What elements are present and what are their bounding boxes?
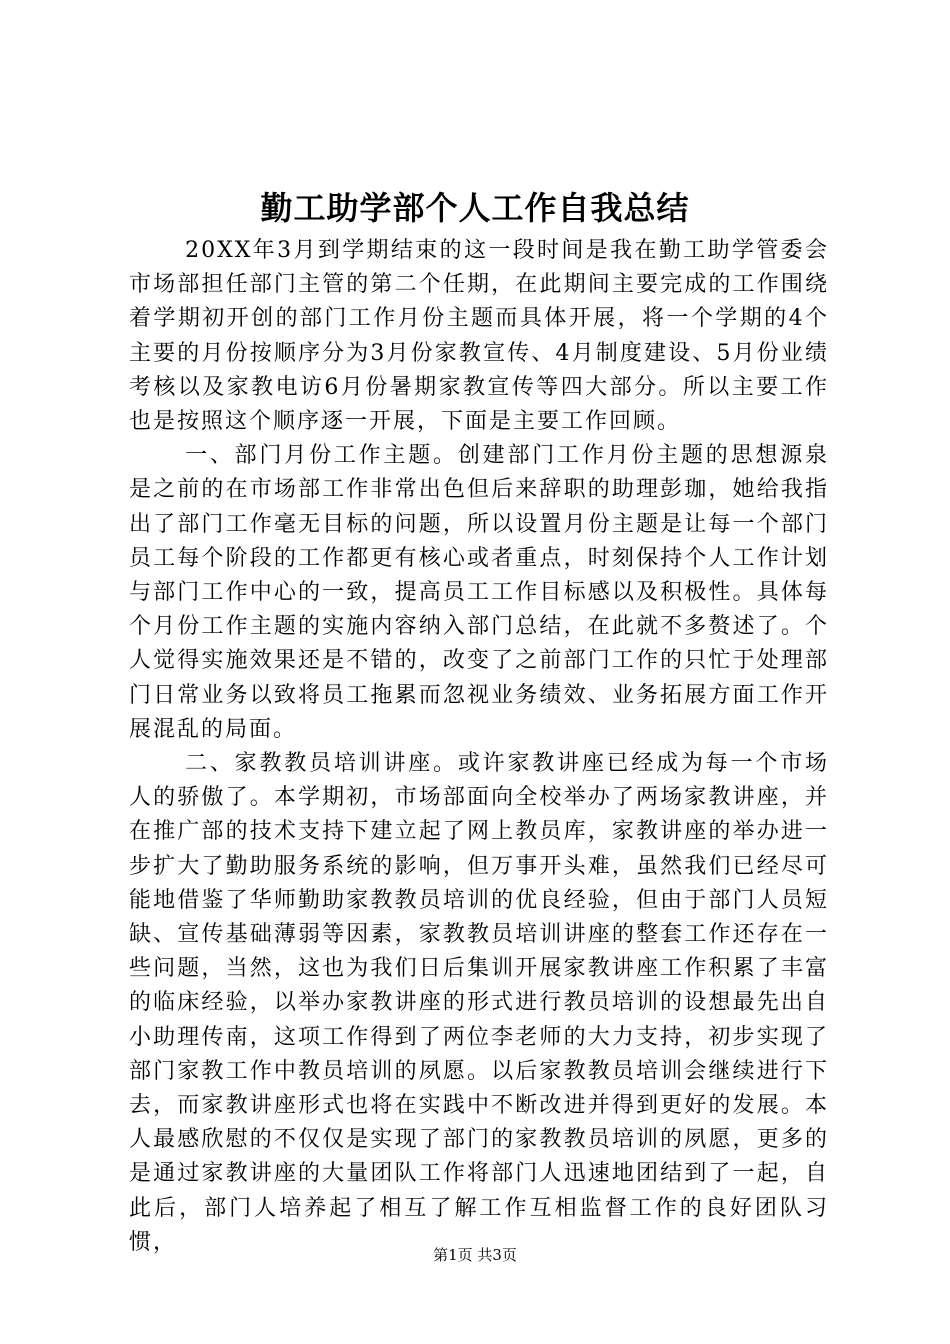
page-number-footer: 第1页 共3页: [433, 1246, 517, 1264]
paragraph-section-1: 一、部门月份工作主题。创建部门工作月份主题的思想源泉是之前的在市场部工作非常出色但后来辞职的助理彭珈，她给我指出了部门工作毫无目标的问题，所以设置月份主题是让每一个部门员工每个阶段的工作都更有核心或者重点，时刻保持个人工作计划与部门工作中心的一致，提高员工工作目标感以及积极性。具体每个月份工作主题的实施内容纳入部门总结，在此就不多赘述了。个人觉得实施效果还是不错的，改变了之前部门工作的只忙于处理部门日常业务以致将员工拖累而忽视业务绩效、业务拓展方面工作开展混乱的局面。: [129, 443, 829, 742]
document-body: [129, 234, 829, 1260]
paragraph-intro: 20XX年3月到学期结束的这一段时间是我在勤工助学管委会市场部担任部门主管的第二个任期，在此期间主要完成的工作围绕着学期初开创的部门工作月份主题而具体开展，将一个学期的4个主要的月份按顺序分为3月份家教宣传、4月制度建设、5月份业绩考核以及家教电访6月份暑期家教宣传等四大部分。所以主要工作也是按照这个顺序逐一开展，下面是主要工作回顾。: [129, 238, 829, 435]
document-title: 勤工助学部个人工作自我总结: [260, 189, 690, 227]
paragraph-section-2: 二、家教教员培训讲座。或许家教讲座已经成为每一个市场人的骄傲了。本学期初，市场部面向全校举办了两场家教讲座，并在推广部的技术支持下建立起了网上教员库，家教讲座的举办进一步扩大了勤助服务系统的影响，但万事开头难，虽然我们已经尽可能地借鉴了华师勤助家教教员培训的优良经验，但由于部门人员短缺、宣传基础薄弱等因素，家教教员培训讲座的整套工作还存在一些问题，当然，这也为我们日后集训开展家教讲座工作积累了丰富的临床经验，以举办家教讲座的形式进行教员培训的设想最先出自小助理传南，这项工作得到了两位李老师的大力支持，初步实现了部门家教工作中教员培训的夙愿。以后家教教员培训会继续进行下去，而家教讲座形式也将在实践中不断改进并得到更好的发展。本人最感欣慰的不仅仅是实现了部门的家教教员培训的夙愿，更多的是通过家教讲座的大量团队工作将部门人迅速地团结到了一起，自此后，部门人培养起了相互了解工作互相监督工作的良好团队习惯，: [129, 751, 829, 1255]
